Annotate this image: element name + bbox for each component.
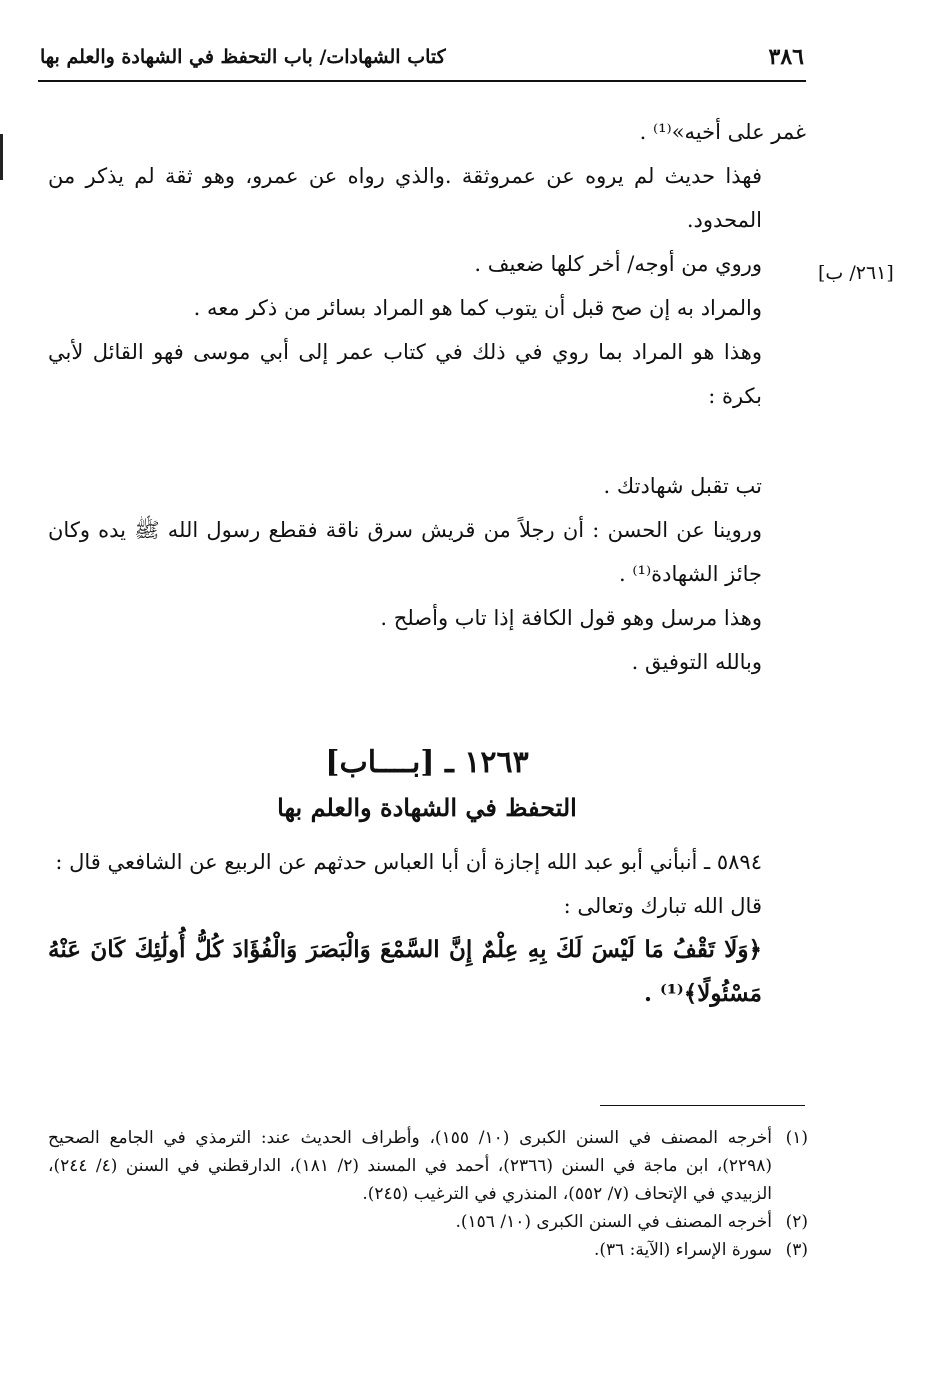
footnote-separator <box>600 1105 805 1106</box>
paragraph: فهذا حديث لم يروه عن عمروثقة .والذي رواه عن عمرو، وهو ثقة لم يذكر من المحدود. <box>48 164 762 232</box>
running-header <box>38 40 806 82</box>
running-title: كتاب الشهادات/ باب التحفظ في الشهادة والعلم بها <box>40 46 446 68</box>
paragraph: والمراد به إن صح قبل أن يتوب كما هو المراد بسائر من ذكر معه . <box>193 296 762 320</box>
paragraph: غمر على أخيه»⁽¹⁾ . <box>639 120 806 144</box>
blank-verse-line <box>48 418 806 464</box>
main-text-lower <box>48 840 806 1016</box>
footnote-number: (٢) <box>785 1212 808 1232</box>
paragraph: وهذا هو المراد بما روي في ذلك في كتاب عمر إلى أبي موسى فهو القائل لأبي بكرة : <box>48 340 762 408</box>
footnotes <box>48 1124 808 1264</box>
footnote-number: (١) <box>785 1128 808 1148</box>
footnote <box>48 1208 808 1236</box>
quran-verse: ﴿وَلَا تَقْفُ مَا لَيْسَ لَكَ بِهِ عِلْمٌ إِنَّ السَّمْعَ وَالْبَصَرَ وَالْفُؤَادَ كُلُّ أُولَٰئِكَ كَانَ عَنْهُ مَسْئُولًا﴾⁽¹⁾ . <box>48 936 762 1007</box>
footnote-number: (٣) <box>785 1240 808 1260</box>
chapter-title: التحفظ في الشهادة والعلم بها <box>277 793 577 822</box>
footnote <box>48 1236 808 1264</box>
paragraph: وروي من أوجه/ أخر كلها ضعيف . <box>474 252 762 276</box>
page-edge-mark <box>0 134 3 180</box>
verse-intro: قال الله تبارك وتعالى : <box>563 894 762 918</box>
hadith-paragraph: ٥٨٩٤ ـ أنبأني أبو عبد الله إجازة أن أبا العباس حدثهم عن الربيع عن الشافعي قال : <box>55 850 762 874</box>
paragraph: وروينا عن الحسن : أن رجلاً من قريش سرق ناقة فقطع رسول الله ﷺ يده وكان جائز الشهادة⁽¹⁾ . <box>48 518 762 586</box>
footnote-text: أخرجه المصنف في السنن الكبرى (١٠/ ١٥٥)، وأطراف الحديث عند: الترمذي في الجامع الصحيح (٢٢٩٨)، ابن ماجة في السنن (٢٣٦٦)، أحمد في المسند (٢/ ١٨١)، الدارقطني في السنن (٤/ ٢٤٤)، الزبيدي في الإتحاف (٧/ ٥٥٢)، المنذري في الترغيب (٢٤٥). <box>48 1128 772 1204</box>
paragraph: تب تقبل شهادتك . <box>603 474 762 498</box>
footnote <box>48 1124 808 1208</box>
footnote-text: أخرجه المصنف في السنن الكبرى (١٠/ ١٥٦). <box>455 1212 772 1232</box>
manuscript-folio-reference: [٢٦١/ ب] <box>818 262 894 284</box>
paragraph: وبالله التوفيق . <box>631 650 762 674</box>
chapter-number: ١٢٦٣ ـ [بــــاب] <box>325 745 529 780</box>
chapter-heading <box>48 740 806 830</box>
paragraph: وهذا مرسل وهو قول الكافة إذا تاب وأصلح . <box>380 606 762 630</box>
main-text-upper <box>48 110 806 684</box>
footnote-text: سورة الإسراء (الآية: ٣٦). <box>593 1240 772 1260</box>
page-number: ٣٨٦ <box>768 44 804 70</box>
